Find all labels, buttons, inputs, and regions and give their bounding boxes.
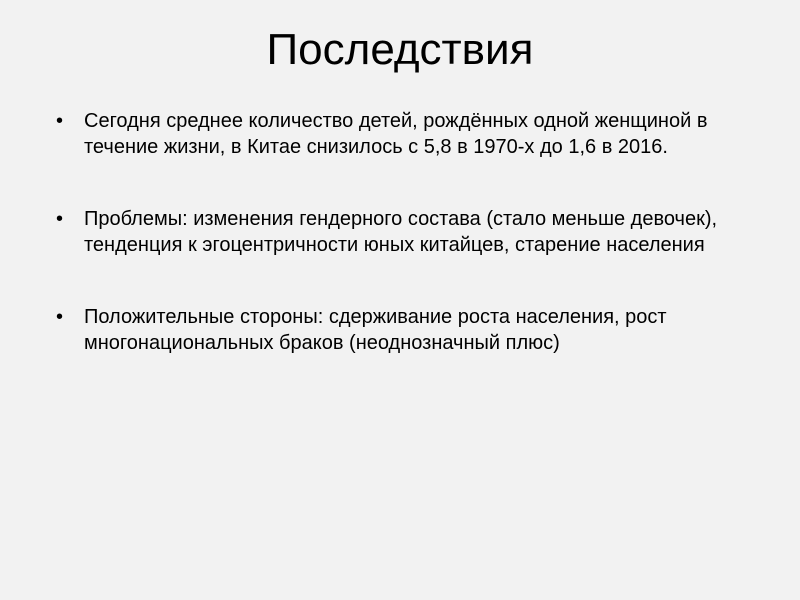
bullet-dot-icon: • xyxy=(56,110,64,132)
bullet-item-positives xyxy=(56,304,776,356)
bullet-text: Сегодня среднее количество детей, рождённых одной женщиной в течение жизни, в Китае снизилось с 5,8 в 1970-х до 1,6 в 2016. xyxy=(84,110,708,158)
bullet-dot-icon: • xyxy=(56,306,64,328)
bullet-list xyxy=(56,108,776,402)
bullet-text: Положительные стороны: сдерживание роста населения, рост многонациональных браков (неоднозначный плюс) xyxy=(84,306,667,354)
bullet-item-problems xyxy=(56,206,776,258)
bullet-text: Проблемы: изменения гендерного состава (стало меньше девочек), тенденция к эгоцентричности юных китайцев, старение населения xyxy=(84,208,718,256)
slide-title: Последствия xyxy=(266,25,534,74)
bullet-dot-icon: • xyxy=(56,208,64,230)
bullet-item-fertility xyxy=(56,108,776,160)
